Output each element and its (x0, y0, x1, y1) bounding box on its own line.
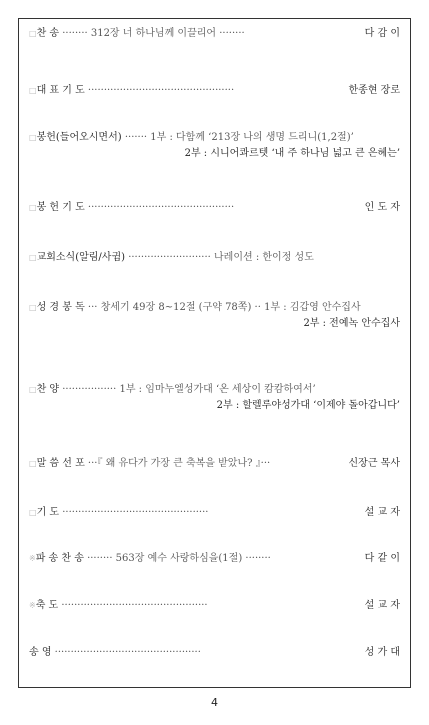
order-item (29, 27, 400, 41)
item-leader: 다 같 이 (364, 553, 400, 564)
item-leader: 인 도 자 (364, 202, 400, 213)
item-detail: ·························· 나레이션 : 한이정 성도 (125, 252, 314, 263)
item-detail: ··· 창세기 49장 8~12절 (구약 78쪽) ·· 1부 : 김갑영 안수집사 (84, 302, 361, 313)
order-item (29, 383, 400, 411)
order-item (29, 646, 400, 660)
order-item (29, 599, 400, 613)
order-item (29, 301, 400, 329)
item-label: 교회소식(알림/사귐) (36, 252, 126, 263)
item-marker: □ (29, 459, 37, 468)
item-label: 성 경 봉 독 (36, 302, 85, 313)
item-marker: □ (29, 133, 37, 142)
item-second-line: 2부 : 전예녹 안수집사 (303, 318, 400, 329)
item-label: 찬 송 (36, 28, 60, 39)
item-marker: □ (29, 253, 37, 262)
item-detail: ······· 1부 : 다함께 ‘213장 나의 생명 드리니(1,2절)’ (121, 132, 354, 143)
item-second-line: 2부 : 할렐루야성가대 ‘이제야 돌아갑니다’ (216, 400, 400, 411)
item-detail: ·············································· (58, 600, 208, 611)
item-label: 파 송 찬 송 (35, 553, 84, 564)
item-marker: □ (29, 385, 37, 394)
item-label: 송 영 (29, 647, 52, 658)
item-leader: 성 가 대 (364, 647, 400, 658)
order-item (29, 552, 400, 566)
item-label: 찬 양 (36, 384, 60, 395)
item-marker: □ (29, 29, 37, 38)
item-leader: 신장근 목사 (348, 458, 400, 469)
item-leader: 한종현 장로 (348, 85, 400, 96)
item-leader: 설 교 자 (364, 507, 400, 518)
order-item (29, 201, 400, 215)
item-detail: ·············································· (59, 507, 209, 518)
item-leader: 다 감 이 (364, 28, 400, 39)
item-marker: □ (29, 508, 37, 517)
item-detail: ········ 563장 예수 사랑하심을(1절) ········ (83, 553, 271, 564)
item-detail: ················· 1부 : 임마누엘성가대 ‘온 세상이 캄캄하여서’ (59, 384, 316, 395)
item-detail: ········ 312장 너 하나님께 이끌리어 ········ (59, 28, 245, 39)
order-item (29, 506, 400, 520)
item-detail: ·············································· (84, 85, 235, 96)
item-label: 축 도 (35, 600, 59, 611)
item-label: 봉 헌 기 도 (36, 202, 85, 213)
item-detail: ·············································· (51, 647, 201, 658)
item-label: 기 도 (36, 507, 60, 518)
item-marker: ※ (29, 554, 36, 563)
item-detail: ·············································· (84, 202, 235, 213)
item-label: 봉헌(들어오시면서) (36, 132, 122, 143)
bulletin-frame (18, 18, 411, 688)
page-number: 4 (211, 696, 218, 709)
order-item (29, 84, 400, 98)
item-marker: □ (29, 303, 37, 312)
item-second-line: 2부 : 시니어콰르텟 ‘내 주 하나님 넓고 큰 은혜는’ (184, 148, 400, 159)
order-item (29, 251, 400, 265)
order-item (29, 457, 400, 471)
order-item (29, 131, 400, 159)
item-marker: □ (29, 86, 37, 95)
item-leader: 설 교 자 (364, 600, 400, 611)
item-detail: ···『 왜 유다가 가장 큰 축복을 받았나? 』··· (84, 458, 271, 469)
item-label: 말 씀 선 포 (36, 458, 85, 469)
item-label: 대 표 기 도 (36, 85, 85, 96)
item-marker: □ (29, 203, 37, 212)
item-marker: ※ (29, 601, 36, 610)
